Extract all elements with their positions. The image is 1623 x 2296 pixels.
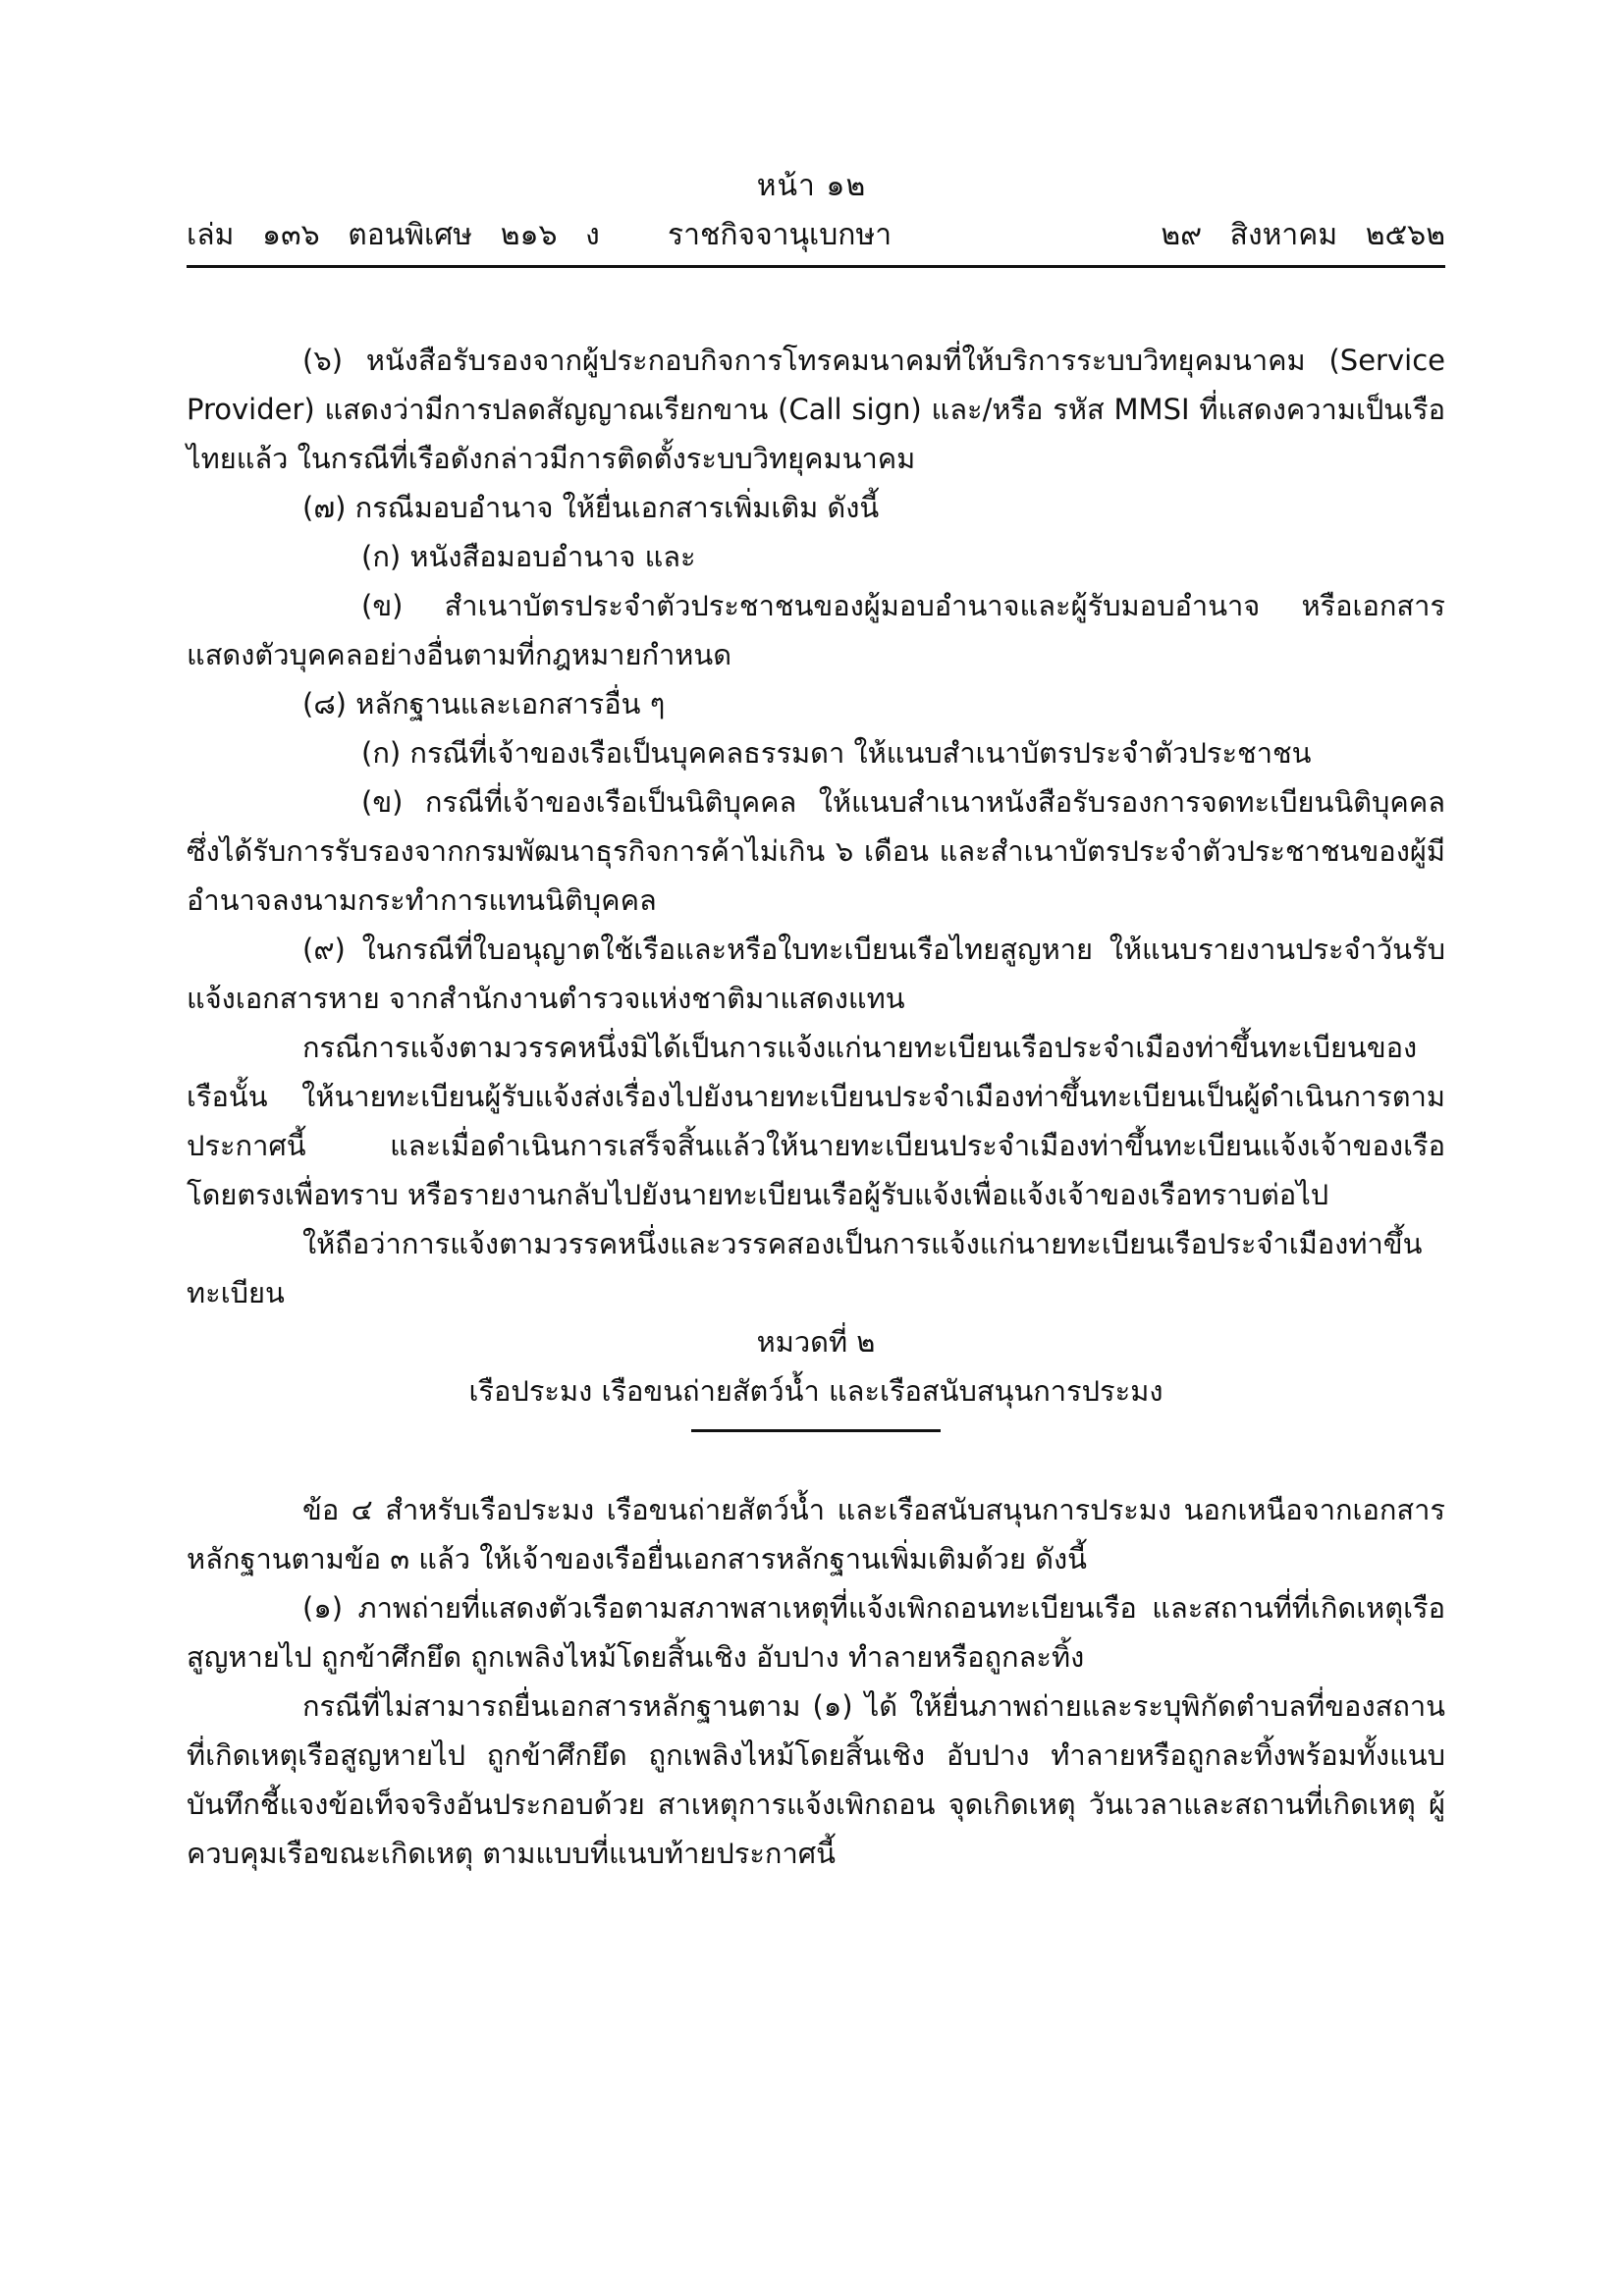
article-4-alternative: กรณีที่ไม่สามารถยื่นเอกสารหลักฐานตาม (๑) ได้ ให้ยื่นภาพถ่ายและระบุพิกัดตำบลที่ของสถานที่เกิดเหตุเรือสูญหายไป ถูกข้าศึกยึด ถูกเพลิงไหม้โดยสิ้นเชิง อับปาง ทำลายหรือถูกละทิ้งพร้อมทั้งแนบบันทึกชี้แจงข้อเท็จจริงอันประกอบด้วย สาเหตุการแจ้งเพิกถอน จุดเกิดเหตุ วันเวลาและสถานที่เกิดเหตุ ผู้ควบคุมเรือขณะเกิดเหตุ ตามแบบที่แนบท้ายประกาศนี้ [187, 1689, 1445, 1870]
paragraph-deemed-notice: ให้ถือว่าการแจ้งตามวรรคหนึ่งและวรรคสองเป็นการแจ้งแก่นายทะเบียนเรือประจำเมืองท่าขึ้นทะเบียน [187, 1227, 1423, 1309]
header-divider [187, 265, 1445, 268]
publication-date: ๒๙ สิงหาคม ๒๕๖๒ [1161, 218, 1445, 252]
publication-title: ราชกิจจานุเบกษา [668, 218, 893, 252]
clause-7a: (ก) หนังสือมอบอำนาจ และ [361, 540, 696, 573]
chapter-divider [691, 1429, 941, 1432]
clause-7: (๗) กรณีมอบอำนาจ ให้ยื่นเอกสารเพิ่มเติม ดังนี้ [302, 491, 880, 524]
clause-8a: (ก) กรณีที่เจ้าของเรือเป็นบุคคลธรรมดา ให้แนบสำเนาบัตรประจำตัวประชาชน [361, 736, 1312, 770]
clause-8b: (ข) กรณีที่เจ้าของเรือเป็นนิติบุคคล ให้แนบสำเนาหนังสือรับรองการจดทะเบียนนิติบุคคล ซึ่งได้รับการรับรองจากกรมพัฒนาธุรกิจการค้าไม่เกิน ๖ เดือน และสำเนาบัตรประจำตัวประชาชนของผู้มีอำนาจลงนามกระทำการแทนนิติบุคคล [187, 785, 1445, 917]
paragraph-forwarding: กรณีการแจ้งตามวรรคหนึ่งมิได้เป็นการแจ้งแก่นายทะเบียนเรือประจำเมืองท่าขึ้นทะเบียนของเรือนั้น ให้นายทะเบียนผู้รับแจ้งส่งเรื่องไปยังนายทะเบียนประจำเมืองท่าขึ้นทะเบียนเป็นผู้ดำเนินการตามประกาศนี้ และเมื่อดำเนินการเสร็จสิ้นแล้วให้นายทะเบียนประจำเมืองท่าขึ้นทะเบียนแจ้งเจ้าของเรือโดยตรงเพื่อทราบ หรือรายงานกลับไปยังนายทะเบียนเรือผู้รับแจ้งเพื่อแจ้งเจ้าของเรือทราบต่อไป [187, 1031, 1445, 1211]
clause-7b: (ข) สำเนาบัตรประจำตัวประชาชนของผู้มอบอำนาจและผู้รับมอบอำนาจ หรือเอกสารแสดงตัวบุคคลอย่างอื่นตามที่กฎหมายกำหนด [187, 589, 1445, 671]
clause-9: (๙) ในกรณีที่ใบอนุญาตใช้เรือและหรือใบทะเบียนเรือไทยสูญหาย ให้แนบรายงานประจำวันรับแจ้งเอกสารหาย จากสำนักงานตำรวจแห่งชาติมาแสดงแทน [187, 933, 1445, 1015]
article-4: ข้อ ๔ สำหรับเรือประมง เรือขนถ่ายสัตว์น้ำ และเรือสนับสนุนการประมง นอกเหนือจากเอกสารหลักฐานตามข้อ ๓ แล้ว ให้เจ้าของเรือยื่นเอกสารหลักฐานเพิ่มเติมด้วย ดังนี้ [187, 1493, 1445, 1575]
article-4-item-1: (๑) ภาพถ่ายที่แสดงตัวเรือตามสภาพสาเหตุที่แจ้งเพิกถอนทะเบียนเรือ และสถานที่ที่เกิดเหตุเรือสูญหายไป ถูกข้าศึกยึด ถูกเพลิงไหม้โดยสิ้นเชิง อับปาง ทำลายหรือถูกละทิ้ง [187, 1591, 1445, 1674]
clause-8: (๘) หลักฐานและเอกสารอื่น ๆ [302, 687, 666, 721]
page-number: หน้า ๑๒ [756, 169, 867, 203]
chapter-subtitle: เรือประมง เรือขนถ่ายสัตว์น้ำ และเรือสนับสนุนการประมง [468, 1374, 1163, 1408]
running-header [187, 214, 1445, 257]
chapter-title: หมวดที่ ๒ [756, 1325, 876, 1359]
clause-6: (๖) หนังสือรับรองจากผู้ประกอบกิจการโทรคมนาคมที่ให้บริการระบบวิทยุคมนาคม (Service Provider) แสดงว่ามีการปลดสัญญาณเรียกขาน (Call sign) และ/หรือ รหัส MMSI ที่แสดงความเป็นเรือไทยแล้ว ในกรณีที่เรือดังกล่าวมีการติดตั้งระบบวิทยุคมนาคม [187, 344, 1445, 475]
document-body [187, 336, 1445, 1878]
volume-issue: เล่ม ๑๓๖ ตอนพิเศษ ๒๑๖ ง [187, 218, 600, 252]
